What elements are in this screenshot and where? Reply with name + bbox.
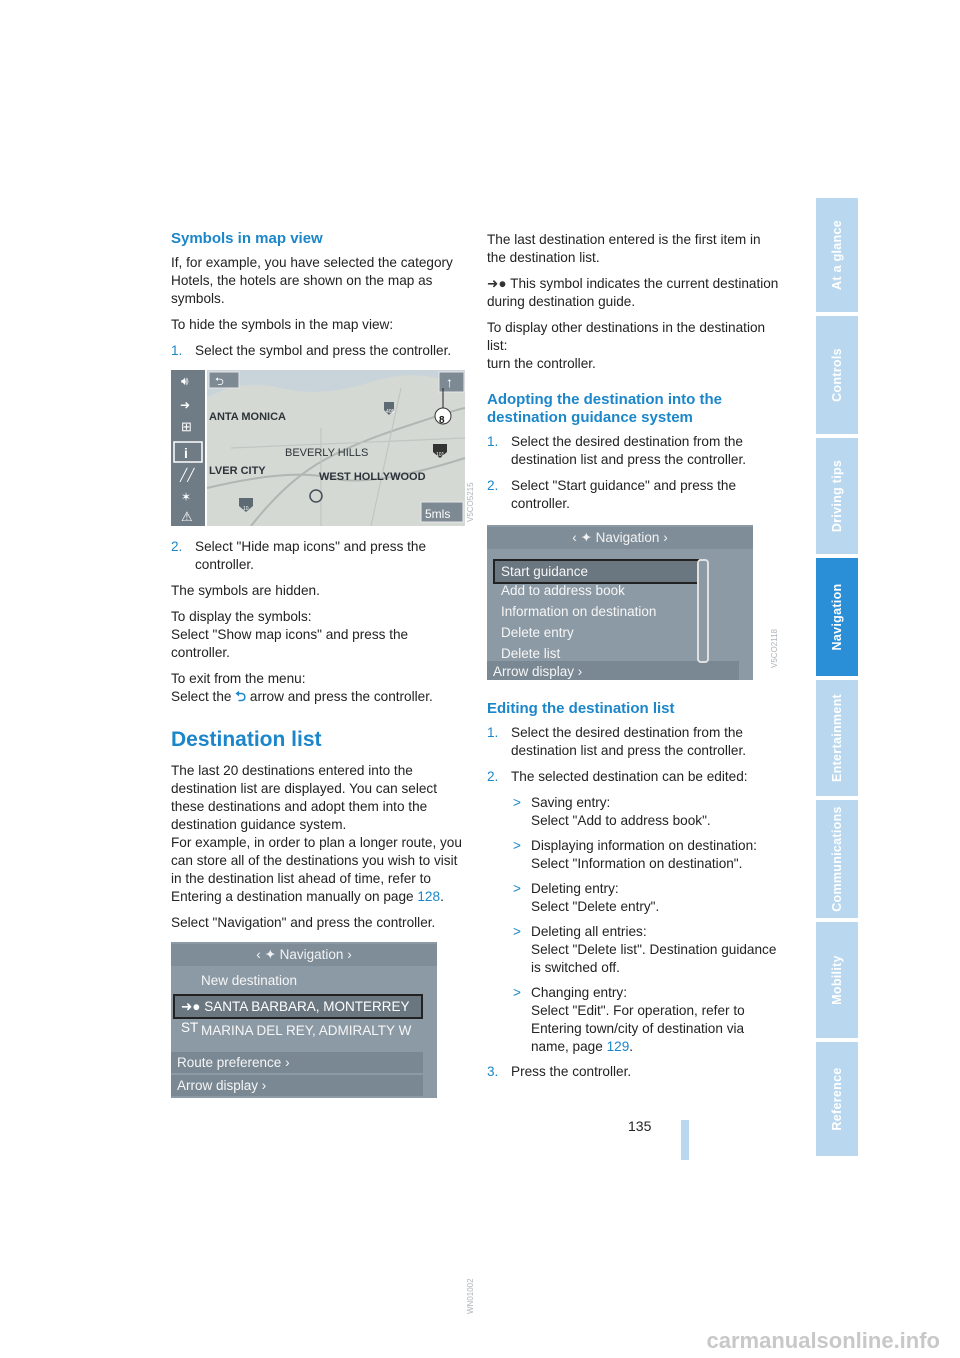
step-text: Select the desired destination from the destination list and press the controller. xyxy=(511,725,747,758)
menu-item-arrow-display[interactable]: Arrow display › xyxy=(171,1075,423,1096)
menu-item-start-guidance[interactable]: Start guidance xyxy=(493,559,699,584)
traffic-icon: ✶ xyxy=(181,490,192,504)
paragraph: To display other destinations in the destination list: turn the controller. xyxy=(487,320,766,371)
tab-reference[interactable]: Reference xyxy=(816,1042,858,1160)
heading-editing-destination-list: Editing the destination list xyxy=(487,700,675,717)
shield-405: 405 xyxy=(386,409,395,415)
bullet-item: > Deleting entry: Select "Delete entry". xyxy=(513,881,660,914)
map-screenshot-wrap xyxy=(171,368,475,528)
info-icon: i xyxy=(184,445,188,461)
paragraph: To display the symbols: Select "Show map icons" and press the controller. xyxy=(171,609,409,660)
heading-symbols-map-view: Symbols in map view xyxy=(171,230,323,247)
step-number: 1. xyxy=(171,343,183,358)
step-item xyxy=(487,433,782,469)
shield-10: 10 xyxy=(243,506,249,512)
paragraph: The last 20 destinations entered into the destination list are displayed. You can select these destinations and adopt them into the destination guidance system. xyxy=(171,763,438,832)
step-item xyxy=(171,342,466,360)
menu-title-bar: ‹ ✦ Navigation › xyxy=(171,944,437,966)
bullet-item: > Saving entry: Select "Add to address book". xyxy=(513,795,711,828)
chevron-right-icon: › xyxy=(663,530,668,545)
step-number: 2. xyxy=(171,539,183,554)
left-column xyxy=(171,230,475,1314)
road-icon: ╱╱ xyxy=(180,468,195,482)
step-item xyxy=(487,768,782,786)
satellite-icon: ✦ xyxy=(264,947,276,962)
menu-item-new-destination[interactable]: New destination xyxy=(201,973,298,988)
step-text: Select "Start guidance" and press the controller. xyxy=(511,478,737,511)
paragraph: Select "Navigation" and press the controller. xyxy=(171,915,436,930)
chevron-right-icon: › xyxy=(347,947,352,962)
step-number: 1. xyxy=(487,434,499,449)
map-label-culver-city: LVER CITY xyxy=(209,465,266,477)
menu-item-route-preference[interactable]: Route preference › xyxy=(171,1052,423,1073)
watermark: carmanualsonline.info xyxy=(706,1328,940,1353)
grid-icon: ⊞ xyxy=(181,419,192,434)
speaker-icon: 🔊︎ xyxy=(181,374,189,388)
heading-destination-list: Destination list xyxy=(171,728,322,751)
step-text: Select "Hide map icons" and press the controller. xyxy=(195,539,427,572)
menu-item-delete-list[interactable]: Delete list xyxy=(501,646,561,661)
shield-101: 101 xyxy=(436,452,445,458)
paragraph: If, for example, you have selected the category Hotels, the hotels are shown on the map as symbols. xyxy=(171,255,453,306)
north-arrow-icon: ↑ xyxy=(446,374,453,390)
step-item xyxy=(487,477,782,513)
back-arrow-icon: ⮌ xyxy=(215,376,224,388)
heading-adopting-destination: Adopting the destination into the destination guidance system xyxy=(487,391,722,426)
step-number: 2. xyxy=(487,478,499,493)
paragraph: The symbols are hidden. xyxy=(171,583,320,598)
paragraph: To exit from the menu: Select the ⮌ arrow and press the controller. xyxy=(171,671,433,704)
step-number: 3. xyxy=(487,1064,499,1079)
back-arrow-icon: ⮌ xyxy=(235,689,247,704)
map-label-west-hollywood: WEST HOLLYWOOD xyxy=(319,471,426,483)
step-number: 2. xyxy=(487,769,499,784)
navigation-menu-screenshot xyxy=(171,942,437,1098)
menu-item-information-on-destination[interactable]: Information on destination xyxy=(501,604,657,619)
map-callout-number: 8 xyxy=(439,415,445,426)
image-code: V5CO2118 xyxy=(770,629,779,668)
step-item xyxy=(487,724,782,760)
right-column xyxy=(487,231,782,1089)
tab-mobility[interactable]: Mobility xyxy=(816,922,858,1042)
step-number: 1. xyxy=(487,725,499,740)
chevron-left-icon: ‹ xyxy=(572,530,577,545)
menu-title-bar: ‹ ✦ Navigation › xyxy=(487,527,753,549)
map-label-beverly-hills: BEVERLY HILLS xyxy=(285,447,369,459)
current-destination-icon: ➜● xyxy=(487,276,507,291)
step-item xyxy=(487,1063,782,1081)
route-arrow-icon: ➜● xyxy=(181,999,201,1014)
paragraph: The last destination entered is the first item in the destination list. xyxy=(487,232,761,265)
menu-item-arrow-display[interactable]: Arrow display › xyxy=(487,661,739,680)
chevron-left-icon: ‹ xyxy=(256,947,261,962)
image-code: V5CO5215 xyxy=(466,482,475,522)
step-text: Press the controller. xyxy=(511,1064,632,1079)
tab-controls[interactable]: Controls xyxy=(816,316,858,438)
map-scale: 5mls xyxy=(425,507,451,521)
satellite-icon: ✦ xyxy=(580,530,592,545)
warning-icon: ⚠ xyxy=(181,509,193,524)
menu-item-santa-barbara[interactable]: ➜● SANTA BARBARA, MONTERREY ST xyxy=(173,994,423,1019)
page-link-128[interactable]: 128 xyxy=(417,889,441,904)
step-text: Select the desired destination from the destination list and press the controller. xyxy=(511,434,747,467)
map-label-santa-monica: ANTA MONICA xyxy=(209,411,286,423)
tab-communications[interactable]: Communications xyxy=(816,800,858,922)
chapter-tabs xyxy=(816,198,858,1160)
tab-entertainment[interactable]: Entertainment xyxy=(816,680,858,800)
paragraph: For example, in order to plan a longer route, you can store all of the destinations you wish to visit in the destination list ahead of time, refer to Entering a destination manually on page 128. xyxy=(171,835,462,904)
menu-item-add-to-address-book[interactable]: Add to address book xyxy=(501,583,625,598)
page-number: 135 xyxy=(628,1118,652,1134)
page-number-bar xyxy=(681,1120,689,1160)
step-text: Select the symbol and press the controller. xyxy=(195,343,452,358)
bullet-item: > Deleting all entries: Select "Delete list". Destination guidance is switched off. xyxy=(513,924,777,975)
menu-item-delete-entry[interactable]: Delete entry xyxy=(501,625,574,640)
paragraph: To hide the symbols in the map view: xyxy=(171,317,394,332)
paragraph: ➜● This symbol indicates the current destination during destination guide. xyxy=(487,276,779,309)
route-arrow-icon: ➜ xyxy=(180,398,191,412)
tab-at-a-glance[interactable]: At a glance xyxy=(816,198,858,316)
page-link-129[interactable]: 129 xyxy=(606,1039,630,1054)
tab-navigation[interactable]: Navigation xyxy=(816,558,858,680)
step-text: The selected destination can be edited: xyxy=(511,769,748,784)
step-item xyxy=(171,538,466,574)
destination-options-screenshot xyxy=(487,525,753,680)
menu-item-marina-del-rey[interactable]: MARINA DEL REY, ADMIRALTY W xyxy=(201,1023,412,1038)
bullet-item: > Changing entry: Select "Edit". For operation, refer to Entering town/city of destination via name, page 129. xyxy=(513,985,745,1054)
tab-driving-tips[interactable]: Driving tips xyxy=(816,438,858,558)
scrollbar[interactable] xyxy=(697,559,709,663)
bullet-item: > Displaying information on destination: Select "Information on destination". xyxy=(513,838,757,871)
image-code: WN01002 xyxy=(466,1278,475,1314)
